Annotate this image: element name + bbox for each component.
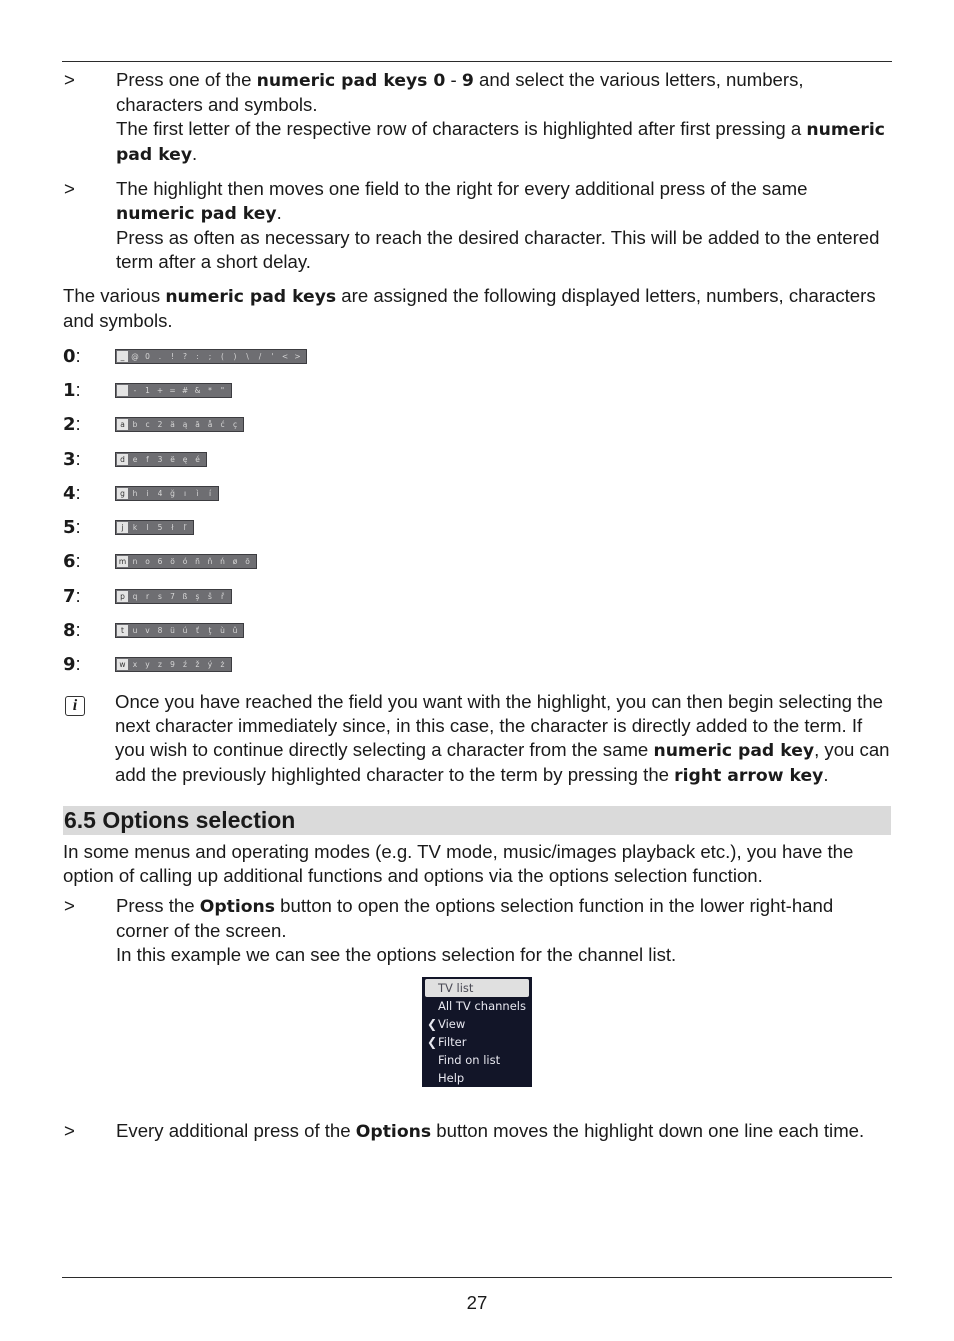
character-cell: 1 [145, 385, 150, 395]
character-cell: ę [182, 454, 188, 464]
character-cell: é [195, 454, 200, 464]
key-row [63, 408, 891, 442]
menu-item-label: Help [438, 1070, 465, 1085]
key-label: 9: [63, 653, 81, 676]
character-cell: _ [117, 351, 128, 362]
key-row [63, 339, 891, 373]
character-cell: ì [196, 488, 199, 498]
bottom-rule [62, 1277, 892, 1278]
character-cell: ä [170, 420, 175, 430]
chevron-left-icon: ❮ [427, 1034, 438, 1049]
section-intro: In some menus and operating modes (e.g. TV mode, music/images playback etc.), you have the option of calling up additional functions and options via the options selection function. [63, 840, 854, 886]
info-note [63, 690, 891, 788]
character-cell: o [145, 557, 150, 567]
character-cell: i [146, 488, 149, 498]
character-cell: # [181, 385, 189, 395]
character-cell: q [132, 591, 138, 601]
character-cell: ç [232, 420, 238, 430]
menu-item [425, 1033, 529, 1051]
character-cell: - [133, 385, 137, 395]
menu-item [425, 1069, 529, 1087]
menu-item-label: TV list [438, 980, 474, 995]
key-assignment-paragraph: The various numeric pad keys are assigned the following displayed letters, numbers, characters and symbols. [63, 285, 876, 331]
character-cell: š [208, 591, 212, 601]
character-cell: ( [221, 351, 224, 361]
character-strip [115, 417, 244, 432]
info-icon: i [65, 696, 85, 716]
info-text: Once you have reached the field you want with the highlight, you can then begin selecting the next character immediately since, in this case, the character is directly added to the term. If you wish to continue directly selecting a character from the same numeric pad key, you can add the previously highlighted character to the term by pressing the right arrow key. [115, 690, 890, 786]
character-cell: @ [131, 351, 139, 361]
character-strip [115, 554, 257, 569]
character-cell: " [220, 385, 225, 395]
menu-item [425, 979, 529, 997]
character-strip [115, 623, 244, 638]
character-cell: ż [220, 660, 225, 670]
character-cell: r [145, 591, 150, 601]
character-cell: w [117, 659, 128, 670]
character-cell: ü [170, 626, 175, 636]
character-cell: 8 [157, 626, 163, 636]
character-strip [115, 452, 207, 467]
character-cell: + [156, 385, 164, 395]
character-cell: s [158, 591, 162, 601]
character-cell: ? [183, 351, 187, 361]
key-label: 2: [63, 413, 81, 436]
key-row [63, 579, 891, 613]
character-cell: : [196, 351, 199, 361]
key-character-table [63, 339, 891, 682]
character-cell: ; [208, 351, 212, 361]
character-cell: ć [220, 420, 225, 430]
info-icon-wrap [63, 690, 115, 788]
key-row [63, 648, 891, 682]
character-cell: ù [220, 626, 225, 636]
character-cell: p [117, 591, 128, 602]
top-rule [62, 61, 892, 62]
character-cell: & [194, 385, 201, 395]
character-cell: û [232, 626, 238, 636]
character-cell: ' [271, 351, 274, 361]
character-strip [115, 657, 232, 672]
character-cell: f [146, 454, 149, 464]
character-cell: ą [182, 420, 188, 430]
instruction-item: > Press the Options button to open the options selection function in the lower right-hand corner of the screen. In this example we can see the options selection for the channel list. [64, 894, 834, 965]
key-label: 3: [63, 447, 81, 470]
character-cell: ł [171, 523, 174, 533]
menu-item [425, 997, 529, 1015]
character-cell: . [158, 351, 162, 361]
character-cell [117, 385, 128, 396]
options-menu-figure [63, 977, 891, 1087]
character-cell: 6 [157, 557, 163, 567]
character-cell: ñ [195, 557, 200, 567]
character-strip [115, 486, 219, 501]
character-cell: í [208, 488, 212, 498]
character-cell: ā [195, 420, 200, 430]
key-row [63, 476, 891, 510]
character-cell: a [117, 419, 128, 430]
character-cell: x [132, 660, 138, 670]
character-cell: 0 [145, 351, 150, 361]
character-strip [115, 383, 232, 398]
character-cell: e [132, 454, 138, 464]
menu-item-label: All TV channels [438, 998, 526, 1013]
character-cell: m [118, 557, 127, 567]
character-cell: ţ [208, 626, 212, 636]
character-cell: / [258, 351, 262, 361]
bullet-marker: > [64, 69, 75, 90]
character-cell: k [132, 523, 138, 533]
character-cell: ý [207, 660, 213, 670]
character-cell: d [117, 454, 128, 465]
character-cell: å [207, 420, 213, 430]
bullet-marker: > [64, 894, 75, 916]
character-cell: b [132, 420, 138, 430]
character-cell: ) [233, 351, 237, 361]
character-cell: ğ [170, 488, 175, 498]
character-cell: t [117, 625, 128, 636]
key-row [63, 613, 891, 647]
key-row [63, 442, 891, 476]
character-cell: y [145, 660, 150, 670]
chevron-left-icon: ❮ [427, 1016, 438, 1031]
key-row [63, 545, 891, 579]
options-menu-screenshot [422, 977, 532, 1087]
key-label: 6: [63, 550, 81, 573]
character-cell: ň [207, 557, 213, 567]
instruction-item: > The highlight then moves one field to the right for every additional press of the same numeric pad key. Press as often as necessary to reach the desired character. This will be added to the entered term after a short delay. [64, 178, 880, 272]
bullet-marker: > [64, 178, 75, 199]
character-cell: ö [170, 557, 175, 567]
character-cell: u [132, 626, 138, 636]
character-strip [115, 349, 307, 364]
character-cell: g [117, 488, 128, 499]
character-cell: l [146, 523, 149, 533]
character-cell: h [132, 488, 138, 498]
section-heading: 6.5 Options selection [63, 806, 891, 835]
character-cell: < [281, 351, 289, 361]
character-cell: * [208, 385, 212, 395]
character-cell: ľ [183, 523, 187, 533]
character-cell: ť [196, 626, 199, 636]
instruction-item: > Press one of the numeric pad keys 0 - 9 and select the various letters, numbers, characters and symbols. The first letter of the respective row of characters is highlighted after first pressing a numeric pad key. [64, 69, 885, 165]
character-cell: ø [232, 557, 238, 567]
character-cell: ó [182, 557, 188, 567]
menu-item-label: Filter [438, 1034, 467, 1049]
character-cell: ş [195, 591, 200, 601]
character-cell: ř [220, 591, 225, 601]
key-row [63, 373, 891, 407]
character-cell: 5 [157, 523, 163, 533]
character-cell: c [145, 420, 150, 430]
key-label: 0: [63, 344, 81, 367]
character-cell: 2 [157, 420, 163, 430]
character-cell: ı [183, 488, 187, 498]
character-cell: 3 [157, 454, 163, 464]
character-cell: ž [195, 660, 200, 670]
key-label: 5: [63, 516, 81, 539]
character-cell: ź [183, 660, 187, 670]
page-content [63, 68, 891, 1154]
character-cell: õ [245, 557, 250, 567]
character-cell: 4 [157, 488, 163, 498]
character-cell: ú [182, 626, 188, 636]
page-number: 27 [466, 1292, 488, 1313]
character-cell: j [117, 522, 128, 533]
instruction-item: > Every additional press of the Options button moves the highlight down one line each time. [64, 1119, 865, 1142]
key-row [63, 510, 891, 544]
character-cell: ! [170, 351, 174, 361]
key-label: 7: [63, 584, 81, 607]
character-cell: = [169, 385, 176, 395]
character-cell: 7 [170, 591, 175, 601]
character-cell: 9 [170, 660, 175, 670]
character-cell: > [294, 351, 301, 361]
character-cell: z [158, 660, 162, 670]
key-label: 8: [63, 619, 81, 642]
key-label: 1: [63, 378, 81, 401]
bullet-marker: > [64, 1119, 75, 1141]
menu-item [425, 1051, 529, 1069]
character-cell: v [145, 626, 150, 636]
character-strip [115, 520, 194, 535]
character-strip [115, 589, 232, 604]
menu-item-label: Find on list [438, 1052, 501, 1067]
character-cell: ń [220, 557, 225, 567]
character-cell: n [132, 557, 138, 567]
key-label: 4: [63, 481, 81, 504]
character-cell: \ [246, 351, 249, 361]
menu-item-label: View [438, 1016, 466, 1031]
character-cell: ß [182, 591, 188, 601]
character-cell: ë [170, 454, 175, 464]
menu-item [425, 1015, 529, 1033]
